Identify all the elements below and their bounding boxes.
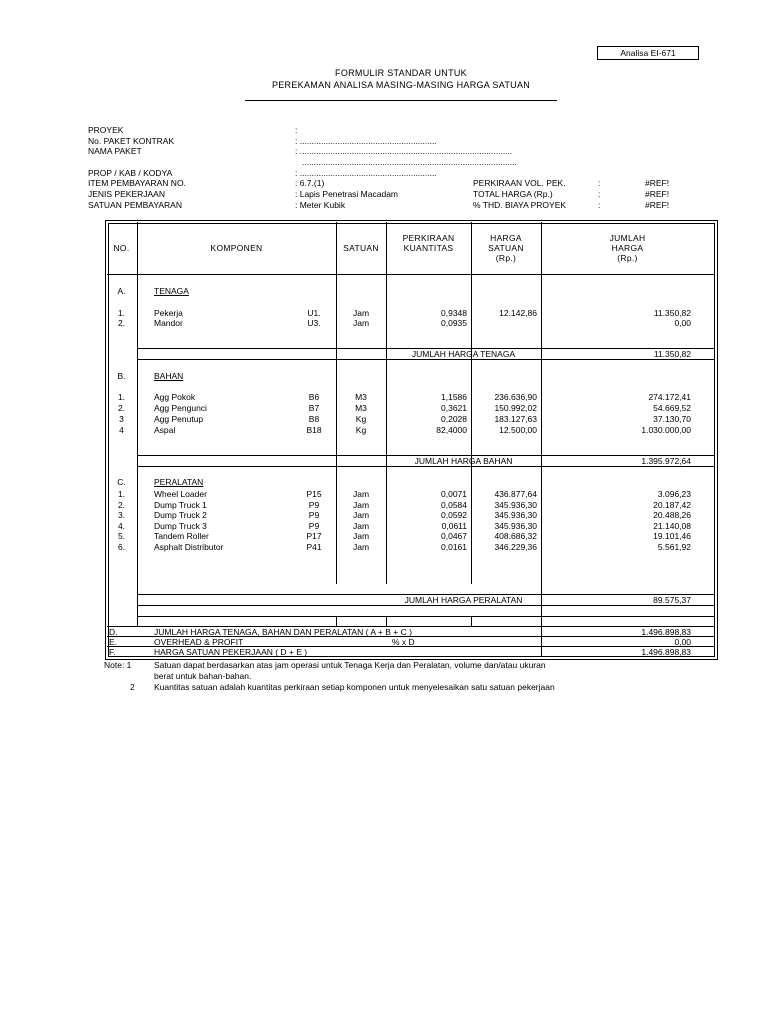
- paket-value: : ..........................................................: [295, 136, 437, 146]
- row-quantity: 0,0611: [441, 521, 467, 531]
- summary-d-label: JUMLAH HARGA TENAGA, BAHAN DAN PERALATAN ( A + B + C ): [154, 627, 412, 637]
- summary-d-value: 1.496.898,83: [641, 627, 691, 637]
- row-total-price: 274.172,41: [648, 392, 691, 402]
- col-line-no: [137, 222, 138, 626]
- note-2-number: 2: [130, 682, 135, 692]
- row-component-name: Agg Penutup: [154, 414, 204, 424]
- row-quantity: 0,3621: [441, 403, 467, 413]
- proyek-value: :: [295, 125, 298, 135]
- row-code: P9: [308, 500, 320, 510]
- col-header-satuan: SATUAN: [343, 243, 379, 253]
- col-header-jumlah-3: (Rp.): [617, 253, 638, 263]
- col-header-jumlah-1: JUMLAH: [609, 233, 646, 243]
- row-component-name: Pekerja: [154, 308, 183, 318]
- row-code: B6: [308, 392, 320, 402]
- peralatan-sum-label: JUMLAH HARGA PERALATAN: [404, 595, 523, 605]
- col-line-satuan: [386, 222, 387, 584]
- row-unit-price: 183.127,63: [494, 414, 537, 424]
- row-quantity: 0,0584: [441, 500, 467, 510]
- summary-e-label: OVERHEAD & PROFIT: [154, 637, 244, 647]
- title-divider: [245, 100, 557, 101]
- peralatan-section-title: PERALATAN: [154, 477, 204, 487]
- form-title-line1: FORMULIR STANDAR UNTUK: [335, 68, 467, 78]
- row-unit: M3: [355, 392, 367, 402]
- note-2-text: Kuantitas satuan adalah kuantitas perkiraan setiap komponen untuk menyelesaikan satu satuan pekerjaan: [154, 682, 555, 692]
- row-quantity: 1,1586: [441, 392, 467, 402]
- row-unit-price: 12.500,00: [499, 425, 537, 435]
- row-total-price: 11.350,82: [653, 308, 691, 318]
- col-line-komponen-low: [336, 616, 337, 626]
- total-label: TOTAL HARGA (Rp.): [473, 189, 553, 199]
- tenaga-section-title: TENAGA: [154, 286, 189, 296]
- row-unit: Jam: [352, 318, 370, 328]
- nama-paket-value: : ..........................................................................................: [295, 146, 513, 156]
- form-title-line2: PEREKAMAN ANALISA MASING-MASING HARGA SATUAN: [271, 80, 531, 90]
- row-no: 4.: [117, 521, 126, 531]
- row-unit: Jam: [352, 542, 370, 552]
- item-label: ITEM PEMBAYARAN NO.: [88, 178, 186, 188]
- nama-paket-value-2: ...........................................................................................: [302, 157, 517, 167]
- summary-e-formula: % x D: [392, 637, 415, 647]
- row-unit-price: 236.636,90: [494, 392, 537, 402]
- proyek-label: PROYEK: [88, 125, 124, 135]
- vol-label: PERKIRAAN VOL. PEK.: [473, 178, 566, 188]
- row-no: 1.: [117, 308, 126, 318]
- row-quantity: 82,4000: [436, 425, 467, 435]
- col-header-harga-3: (Rp.): [495, 253, 517, 263]
- row-total-price: 1.030.000,00: [641, 425, 691, 435]
- row-quantity: 0,0592: [441, 510, 467, 520]
- row-component-name: Agg Pengunci: [154, 403, 207, 413]
- row-code: P9: [308, 510, 320, 520]
- nama-paket-label: NAMA PAKET: [88, 146, 142, 156]
- row-unit-price: 436.877,64: [494, 489, 537, 499]
- col-line-kuantitas: [471, 222, 472, 584]
- blank-row-line: [137, 616, 714, 617]
- row-code: P15: [306, 489, 322, 499]
- table-inner-border: [108, 223, 715, 657]
- row-unit-price: 346.229,36: [494, 542, 537, 552]
- row-no: 3.: [117, 510, 126, 520]
- vol-colon: :: [598, 178, 601, 188]
- satuan-label: SATUAN PEMBAYARAN: [88, 200, 182, 210]
- tenaga-sum-label: JUMLAH HARGA TENAGA: [411, 349, 516, 359]
- peralatan-sum-bottom: [137, 605, 714, 606]
- row-quantity: 0,0161: [441, 542, 467, 552]
- row-component-name: Dump Truck 1: [154, 500, 207, 510]
- col-header-harga-1: HARGA: [490, 233, 522, 243]
- row-unit: M3: [355, 403, 367, 413]
- paket-label: No. PAKET KONTRAK: [88, 136, 175, 146]
- tenaga-sum-bottom: [137, 359, 714, 360]
- note-1-line-2: berat untuk bahan-bahan.: [154, 671, 252, 681]
- analysis-reference: Analisa EI-671: [597, 46, 699, 60]
- tenaga-section-no: A.: [117, 286, 126, 296]
- satuan-value: : Meter Kubik: [295, 200, 346, 210]
- row-unit: Jam: [352, 510, 370, 520]
- row-quantity: 0,0071: [441, 489, 467, 499]
- row-quantity: 0,0935: [441, 318, 467, 328]
- row-code: U3.: [307, 318, 321, 328]
- row-unit-price: 345.936,30: [494, 521, 537, 531]
- col-header-komponen: KOMPONEN: [210, 243, 263, 253]
- col-line-harga: [541, 222, 542, 656]
- row-total-price: 37.130,70: [653, 414, 691, 424]
- prop-label: PROP / KAB / KODYA: [88, 168, 173, 178]
- summary-e-value: 0,00: [674, 637, 691, 647]
- row-unit: Kg: [355, 425, 367, 435]
- summary-f-value: 1.496.898,83: [641, 647, 691, 657]
- summary-f-label: HARGA SATUAN PEKERJAAN ( D + E ): [154, 647, 308, 657]
- row-no: 1.: [117, 489, 126, 499]
- col-header-no: NO.: [113, 243, 130, 253]
- row-no: 2.: [117, 318, 126, 328]
- bahan-sum-value: 1.395.972,64: [641, 456, 691, 466]
- bahan-section-title: BAHAN: [154, 371, 184, 381]
- row-unit-price: 345.936,30: [494, 500, 537, 510]
- row-quantity: 0,9348: [441, 308, 467, 318]
- row-unit: Kg: [355, 414, 367, 424]
- row-code: U1.: [307, 308, 321, 318]
- row-unit: Jam: [352, 489, 370, 499]
- jenis-value: : Lapis Penetrasi Macadam: [295, 189, 398, 199]
- jenis-label: JENIS PEKERJAAN: [88, 189, 165, 199]
- row-no: 2.: [117, 403, 126, 413]
- col-header-jumlah-2: HARGA: [611, 243, 644, 253]
- col-header-kuantitas-2: KUANTITAS: [403, 243, 454, 253]
- row-code: B8: [308, 414, 320, 424]
- row-code: P41: [306, 542, 322, 552]
- row-no: 2.: [117, 500, 126, 510]
- summary-f-no: F.: [109, 647, 116, 657]
- row-component-name: Mandor: [154, 318, 183, 328]
- row-total-price: 21.140,08: [653, 521, 691, 531]
- notes-label: Note: 1: [104, 660, 132, 670]
- row-unit-price: 150.992,02: [494, 403, 537, 413]
- row-code: P17: [306, 531, 322, 541]
- summary-e-no: E.: [109, 637, 118, 647]
- row-unit-price: 408.686,32: [494, 531, 537, 541]
- row-code: B7: [308, 403, 320, 413]
- header-bottom-line: [107, 274, 714, 275]
- row-code: P9: [308, 521, 320, 531]
- row-no: 6.: [117, 542, 126, 552]
- bahan-sum-bottom: [137, 466, 714, 467]
- row-total-price: 5.561,92: [657, 542, 691, 552]
- row-unit: Jam: [352, 521, 370, 531]
- row-component-name: Wheel Loader: [154, 489, 207, 499]
- row-component-name: Tandem Roller: [154, 531, 209, 541]
- row-no: 1.: [117, 392, 126, 402]
- bahan-section-no: B.: [117, 371, 126, 381]
- tenaga-sum-value: 11.350,82: [653, 349, 691, 359]
- row-no: 3: [119, 414, 124, 424]
- pct-label: % THD. BIAYA PROYEK: [473, 200, 567, 210]
- col-line-satuan-low: [386, 616, 387, 626]
- row-unit-price: 12.142,86: [499, 308, 537, 318]
- row-unit: Jam: [352, 308, 370, 318]
- row-total-price: 19.101,46: [653, 531, 691, 541]
- row-quantity: 0,2028: [441, 414, 467, 424]
- vol-value: #REF!: [645, 178, 670, 188]
- total-colon: :: [598, 189, 601, 199]
- row-component-name: Agg Pokok: [154, 392, 196, 402]
- peralatan-sum-value: 89.575,37: [653, 595, 691, 605]
- row-no: 5.: [117, 531, 126, 541]
- pct-colon: :: [598, 200, 601, 210]
- row-unit: Jam: [352, 531, 370, 541]
- total-value: #REF!: [645, 189, 670, 199]
- row-total-price: 20.488,26: [653, 510, 691, 520]
- row-total-price: 3.096,23: [657, 489, 691, 499]
- note-1-line-1: Satuan dapat berdasarkan atas jam operasi untuk Tenaga Kerja dan Peralatan, volume dan/atau ukuran: [154, 660, 546, 670]
- row-unit-price: 345.936,30: [494, 510, 537, 520]
- row-component-name: Dump Truck 2: [154, 510, 207, 520]
- row-code: B18: [306, 425, 322, 435]
- row-no: 4: [119, 425, 124, 435]
- row-unit: Jam: [352, 500, 370, 510]
- row-component-name: Dump Truck 3: [154, 521, 207, 531]
- item-value: : 6.7.(1): [295, 178, 325, 188]
- peralatan-section-no: C.: [117, 477, 126, 487]
- col-line-kuantitas-low: [471, 616, 472, 626]
- col-header-kuantitas-1: PERKIRAAN: [402, 233, 455, 243]
- summary-d-no: D.: [109, 627, 118, 637]
- pct-value: #REF!: [645, 200, 670, 210]
- bahan-sum-label: JUMLAH HARGA BAHAN: [414, 456, 513, 466]
- row-component-name: Asphalt Distributor: [154, 542, 224, 552]
- col-header-harga-2: SATUAN: [488, 243, 524, 253]
- row-total-price: 54.669,52: [653, 403, 691, 413]
- row-component-name: Aspal: [154, 425, 176, 435]
- row-total-price: 20.187,42: [653, 500, 691, 510]
- row-quantity: 0,0467: [441, 531, 467, 541]
- prop-value: : ..........................................................: [295, 168, 437, 178]
- row-total-price: 0,00: [674, 318, 691, 328]
